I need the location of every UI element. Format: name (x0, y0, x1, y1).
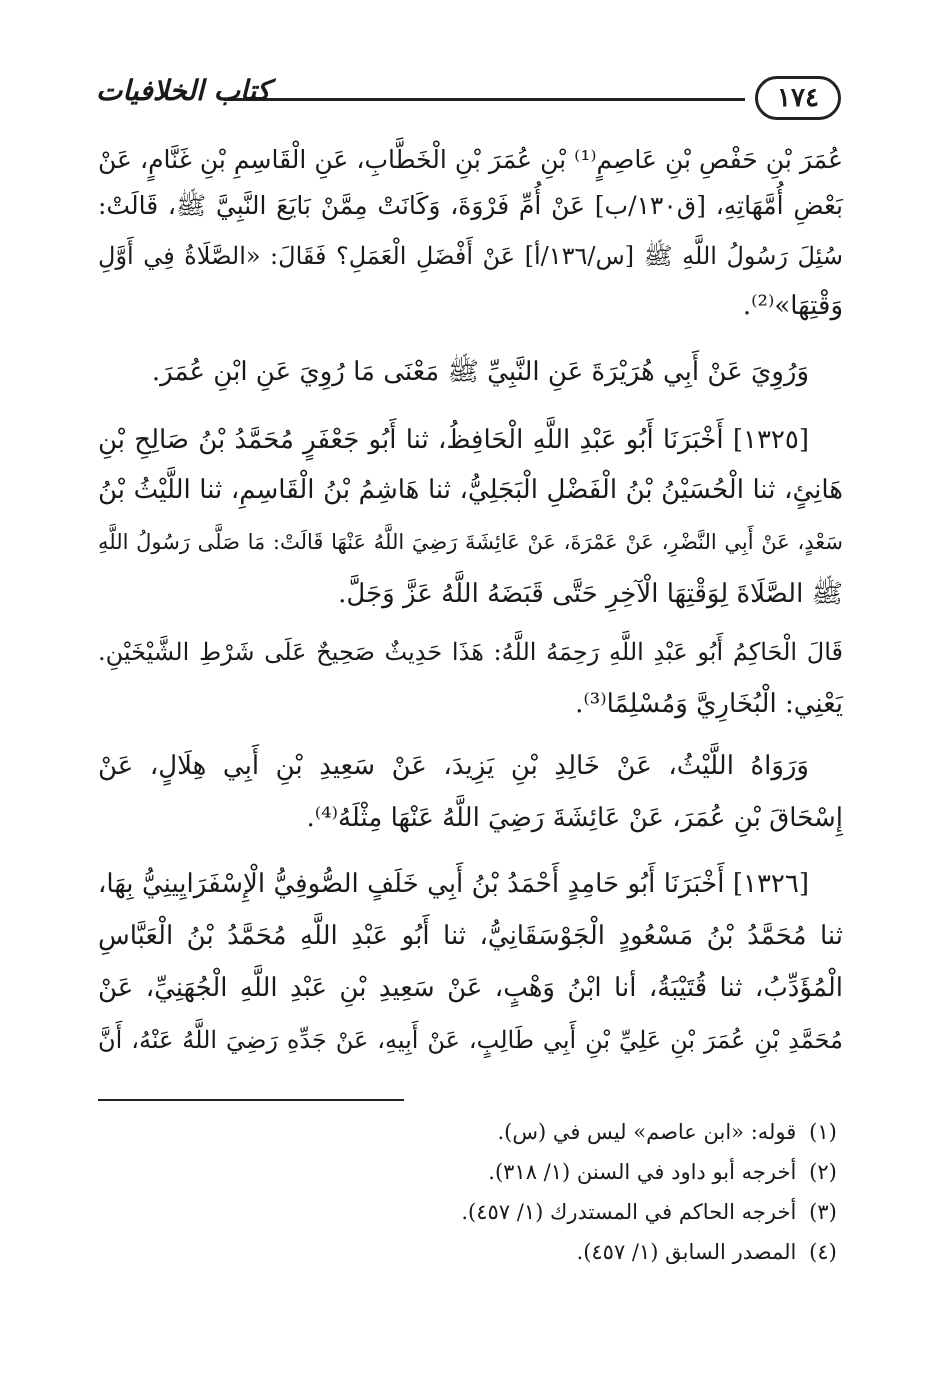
footnote-number: (١) (809, 1120, 837, 1144)
footnote-number: (٤) (809, 1240, 837, 1264)
footnote-number: (٣) (809, 1200, 837, 1224)
footnote-text: أخرجه الحاكم في المستدرك (١/ ٤٥٧). (461, 1200, 797, 1224)
footnote-text: أخرجه أبو داود في السنن (١/ ٣١٨). (488, 1160, 797, 1184)
text-line: مُحَمَّدِ بْنِ عُمَرَ بْنِ عَلِيِّ بْنِ أَبِي طَالِبٍ، عَنْ أَبِيهِ، عَنْ جَدِّهِ رَضِيَ اللَّهُ عَنْهُ، أَنَّ (98, 1026, 843, 1054)
hadith-1326-line: [١٣٢٦] أَخْبَرَنَا أَبُو حَامِدٍ أَحْمَدُ بْنُ أَبِي خَلَفٍ الصُّوفِيُّ الْإِسْفَرَايِينِيُّ بِهَا، (98, 869, 809, 899)
text-line: بَعْضِ أُمَّهَاتِهِ، [ق١٣٠/ب] عَنْ أُمِّ فَرْوَةَ، وَكَانَتْ مِمَّنْ بَايَعَ النَّبِيَّ ﷺ، قَالَتْ: (98, 191, 843, 220)
book-title: كتاب الخلافيات (96, 74, 271, 107)
text-line: ثنا مُحَمَّدُ بْنُ مَسْعُودٍ الْجَوْسَقَانِيُّ، ثنا أَبُو عَبْدِ اللَّهِ مُحَمَّدُ بْنُ الْعَبَّاسِ (98, 921, 843, 951)
text-line: يَعْنِي: الْبُخَارِيَّ وَمُسْلِمًا⁽³⁾. (575, 689, 843, 719)
footnote-text: قوله: «ابن عاصم» ليس في (س). (497, 1120, 797, 1144)
text-line: قَالَ الْحَاكِمُ أَبُو عَبْدِ اللَّهِ رَحِمَهُ اللَّهُ: هَذَا حَدِيثٌ صَحِيحٌ عَلَى شَرْطِ الشَّيْخَيْنِ. (98, 638, 843, 666)
footnote-number: (٢) (809, 1160, 837, 1184)
text-line: وَرُوِيَ عَنْ أَبِي هُرَيْرَةَ عَنِ النَّبِيِّ ﷺ مَعْنَى مَا رُوِيَ عَنِ ابْنِ عُمَرَ. (151, 357, 809, 387)
text-line: هَانِئٍ، ثنا الْحُسَيْنُ بْنُ الْفَضْلِ الْبَجَلِيُّ، ثنا هَاشِمُ بْنُ الْقَاسِمِ، ثنا اللَّيْثُ بْنُ (98, 475, 843, 505)
text-line: وَرَوَاهُ اللَّيْثُ، عَنْ خَالِدِ بْنِ يَزِيدَ، عَنْ سَعِيدِ بْنِ أَبِي هِلَالٍ، عَنْ (98, 751, 809, 781)
text-line: إِسْحَاقَ بْنِ عُمَرَ، عَنْ عَائِشَةَ رَضِيَ اللَّهُ عَنْهَا مِثْلَهُ⁽⁴⁾. (306, 803, 843, 833)
text-line: سُئِلَ رَسُولُ اللَّهِ ﷺ [س/١٣٦/أ] عَنْ أَفْضَلِ الْعَمَلِ؟ فَقَالَ: «الصَّلَاةُ فِي أَوَّلِ (98, 242, 844, 270)
footnote (461, 1192, 843, 1232)
hadith-1325-line: [١٣٢٥] أَخْبَرَنَا أَبُو عَبْدِ اللَّهِ الْحَافِظُ، ثنا أَبُو جَعْفَرٍ مُحَمَّدُ بْنُ صَالِحِ بْنِ (98, 425, 809, 455)
text-line: وَقْتِهَا»⁽²⁾. (742, 291, 843, 321)
header-rule (224, 98, 745, 101)
text-line: الْمُؤَدِّبُ، ثنا قُتَيْبَةُ، أنا ابْنُ وَهْبٍ، عَنْ سَعِيدِ بْنِ عَبْدِ اللَّهِ الْجُهَنِيِّ، عَنْ (98, 973, 843, 1003)
footnote (488, 1152, 843, 1192)
footnote (577, 1232, 843, 1272)
footnote (497, 1112, 843, 1152)
footnote-separator (98, 1099, 404, 1101)
text-line: عُمَرَ بْنِ حَفْصِ بْنِ عَاصِمٍ⁽¹⁾ بْنِ عُمَرَ بْنِ الْخَطَّابِ، عَنِ الْقَاسِمِ بْنِ غَنَّامٍ، عَنْ (98, 145, 844, 174)
page-header (96, 72, 841, 126)
footnote-text: المصدر السابق (١/ ٤٥٧). (576, 1240, 797, 1264)
text-line: ﷺ الصَّلَاةَ لِوَقْتِهَا الْآخِرِ حَتَّى قَبَضَهُ اللَّهُ عَزَّ وَجَلَّ. (338, 579, 843, 609)
text-line: سَعْدٍ، عَنْ أَبِي النَّضْرِ، عَنْ عَمْرَةَ، عَنْ عَائِشَةَ رَضِيَ اللَّهُ عَنْهَا قَالَتْ: مَا صَلَّى رَسُولُ اللَّهِ (98, 530, 843, 554)
page-number: ١٧٤ (755, 76, 841, 120)
